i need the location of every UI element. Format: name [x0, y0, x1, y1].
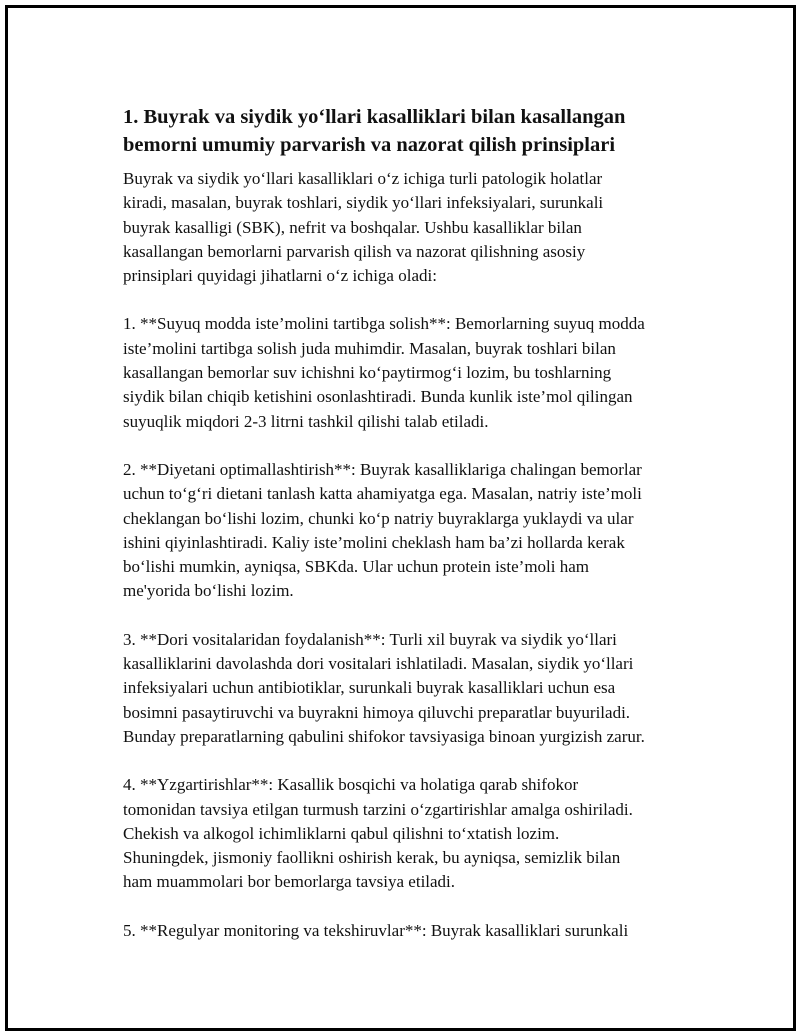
- paragraph-monitoring: 5. **Regulyar monitoring va tekshiruvlar**: Buyrak kasalliklari surunkali: [123, 920, 629, 940]
- document-title: 1. Buyrak va siydik yo‘llari kasalliklari bilan kasallangan bemorni umumiy parvarish va nazorat qilish prinsiplari: [123, 106, 626, 156]
- paragraph-lifestyle-changes: 4. **Yzgartirishlar**: Kasallik bosqichi va holatiga qarab shifokor tomonidan tavsiya etilgan turmush tarzini o‘zgartirishlar amalga oshiriladi. Chekish va alkogol ichimliklarni qabul qilishni to‘xtatish lozim. Shuningdek, jismoniy faollikni oshirish kerak, bu ayniqsa, semizlik bilan ham muammolari bor bemorlarga tavsiya etiladi.: [123, 775, 633, 892]
- document-body: [123, 103, 695, 967]
- paragraph-fluid-intake: 1. **Suyuq modda iste’molini tartibga solish**: Bemorlarning suyuq modda iste’molini tartibga solish juda muhimdir. Masalan, buyrak toshlari bilan kasallangan bemorlar suv ichishni ko‘paytirmog‘i lozim, bu toshlarning siydik bilan chiqib ketishini osonlashtiradi. Bunda kunlik iste’mol qilingan suyuqlik miqdori 2-3 litrni tashkil qilishi talab etiladi.: [123, 314, 645, 431]
- paragraph-diet: 2. **Diyetani optimallashtirish**: Buyrak kasalliklariga chalingan bemorlar uchun to‘g‘ri dietani tanlash katta ahamiyatga ega. Masalan, natriy iste’moli cheklangan bo‘lishi lozim, chunki ko‘p natriy buyraklarga yuklaydi va ular ishini qiyinlashtiradi. Kaliy iste’molini cheklash ham ba’zi hollarda kerak bo‘lishi mumkin, ayniqsa, SBKda. Ular uchun protein iste’moli ham me'yorida bo‘lishi lozim.: [123, 459, 642, 601]
- paragraph-medication: 3. **Dori vositalaridan foydalanish**: Turli xil buyrak va siydik yo‘llari kasalliklarini davolashda dori vositalari ishlatiladi. Masalan, siydik yo‘llari infeksiyalari uchun antibiotiklar, surunkali buyrak kasalliklari uchun esa bosimni pasaytiruvchi va buyrakni himoya qiluvchi preparatlar buyuriladi. Bunday preparatlarning qabulini shifokor tavsiyasiga binoan yurgizish zarur.: [123, 629, 645, 746]
- page-frame: [5, 5, 796, 1031]
- intro-paragraph: Buyrak va siydik yo‘llari kasalliklari o‘z ichiga turli patologik holatlar kiradi, masalan, buyrak toshlari, siydik yo‘llari infeksiyalari, surunkali buyrak kasalligi (SBK), nefrit va boshqalar. Ushbu kasalliklar bilan kasallangan bemorlarni parvarish qilish va nazorat qilishning asosiy prinsiplari quyidagi jihatlarni o‘z ichiga oladi:: [123, 169, 604, 286]
